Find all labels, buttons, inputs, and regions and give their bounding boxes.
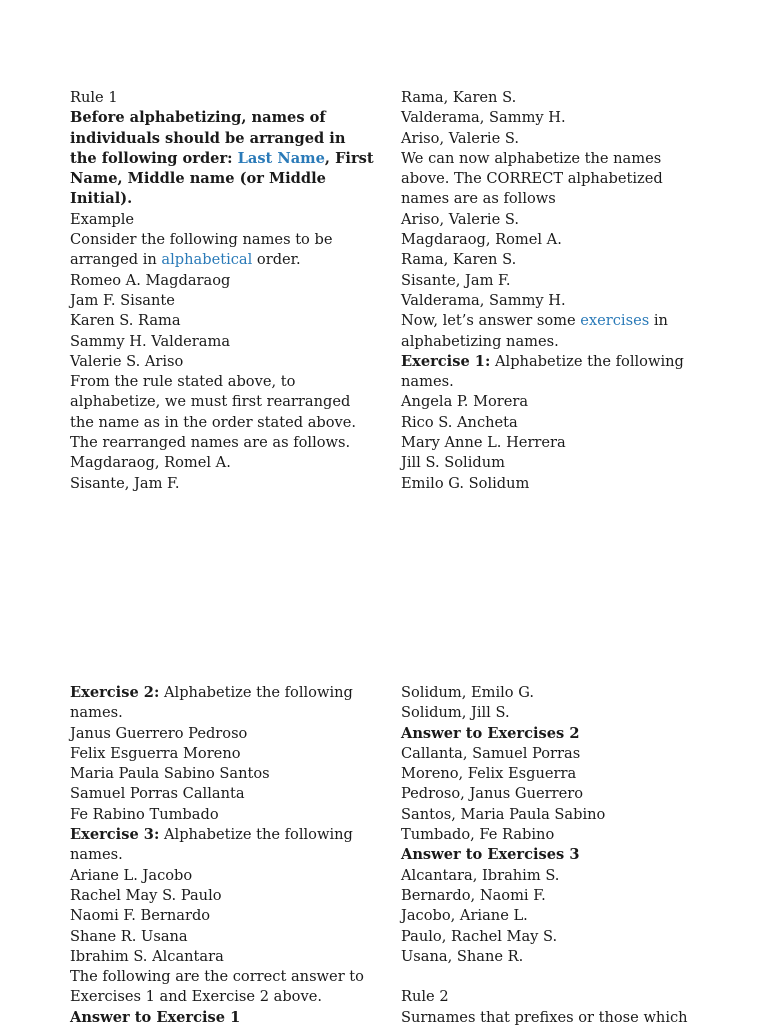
answer-exercise-3-heading: Answer to Exercises 3	[401, 846, 580, 864]
exercise-3-instruction: Alphabetize the following	[159, 826, 353, 844]
spacer	[401, 967, 701, 987]
paragraph-line: The rearranged names are as follows.	[70, 434, 351, 452]
list-item: Naomi F. Bernardo	[70, 907, 211, 925]
example-text-line-1: Consider the following names to be	[70, 231, 333, 249]
exercises-link[interactable]: exercises	[580, 312, 650, 330]
exercise-2-heading	[70, 683, 370, 703]
bottom-right-column	[401, 683, 701, 1028]
list-item: Santos, Maria Paula Sabino	[401, 805, 606, 823]
paragraph-line: Exercises 1 and Exercise 2 above.	[70, 988, 322, 1006]
paragraph-line-b: in	[649, 312, 668, 330]
list-item: Sammy H. Valderama	[70, 332, 231, 350]
exercise-3-label: Exercise 3:	[70, 826, 160, 844]
list-item: Janus Guerrero Pedroso	[70, 724, 248, 742]
list-item: Solidum, Emilo G.	[401, 684, 535, 701]
example-text-line-2a: arranged in	[70, 251, 162, 269]
paragraph-line: names are as follows	[401, 190, 556, 208]
list-item: Karen S. Rama	[70, 312, 181, 330]
list-item: Alcantara, Ibrahim S.	[401, 866, 560, 884]
list-item: Magdaraog, Romel A.	[70, 454, 231, 472]
paragraph-line	[401, 311, 701, 331]
list-item: Valerie S. Ariso	[70, 352, 184, 370]
paragraph-line: names.	[70, 846, 123, 864]
list-item: Sisante, Jam F.	[401, 271, 511, 289]
paragraph-line: The following are the correct answer to	[70, 968, 364, 986]
alphabetical-link[interactable]: alphabetical	[161, 251, 253, 269]
paragraph-line: We can now alphabetize the names	[401, 149, 662, 167]
rule-1-text-line-3a: the following order:	[70, 149, 238, 167]
list-item: Moreno, Felix Esguerra	[401, 765, 577, 783]
rule-1-text-line-4: Name, Middle name (or Middle	[70, 170, 326, 188]
list-item: Pedroso, Janus Guerrero	[401, 785, 583, 803]
list-item: Angela P. Morera	[401, 393, 529, 411]
rule-1-text-line-2: individuals should be arranged in	[70, 129, 346, 147]
rule-1-text-line-5: Initial).	[70, 190, 133, 208]
paragraph-line-a: Now, let’s answer some	[401, 312, 581, 330]
list-item: Mary Anne L. Herrera	[401, 434, 566, 452]
example-heading: Example	[70, 210, 135, 228]
paragraph-line: the name as in the order stated above.	[70, 413, 357, 431]
list-item: Jacobo, Ariane L.	[401, 907, 528, 925]
list-item: Ariso, Valerie S.	[401, 129, 519, 147]
rule-1-text-line-3b: , First	[324, 149, 374, 167]
paragraph-line: names.	[401, 373, 454, 391]
top-right-column	[401, 88, 701, 494]
list-item: Tumbado, Fe Rabino	[401, 826, 555, 844]
example-text-line-2b: order.	[252, 251, 301, 269]
paragraph-line: alphabetizing names.	[401, 332, 559, 350]
list-item: Usana, Shane R.	[401, 947, 524, 965]
list-item: Jam F. Sisante	[70, 291, 175, 309]
example-text-line-2	[70, 250, 370, 270]
exercise-2-label: Exercise 2:	[70, 684, 160, 701]
rule-2-text-line-1: Surnames that prefixes or those which	[401, 1008, 688, 1026]
list-item: Fe Rabino Tumbado	[70, 805, 219, 823]
rule-1-text-line-1: Before alphabetizing, names of	[70, 109, 326, 127]
list-item: Valderama, Sammy H.	[401, 291, 566, 309]
bottom-left-column	[70, 683, 370, 1028]
paragraph-line: above. The CORRECT alphabetized	[401, 170, 663, 188]
list-item: Solidum, Jill S.	[401, 704, 510, 722]
exercise-1-label: Exercise 1:	[401, 352, 491, 370]
rule-1-text-line-3	[70, 149, 374, 169]
list-item: Ariso, Valerie S.	[401, 210, 519, 228]
list-item: Magdaraog, Romel A.	[401, 231, 562, 249]
list-item: Paulo, Rachel May S.	[401, 927, 558, 945]
list-item: Emilo G. Solidum	[401, 474, 530, 492]
list-item: Rama, Karen S.	[401, 89, 517, 106]
list-item: Jill S. Solidum	[401, 454, 505, 472]
list-item: Bernardo, Naomi F.	[401, 886, 546, 904]
list-item: Callanta, Samuel Porras	[401, 744, 581, 762]
list-item: Ibrahim S. Alcantara	[70, 947, 224, 965]
list-item: Rama, Karen S.	[401, 251, 517, 269]
exercise-3-heading	[70, 825, 370, 845]
list-item: Felix Esguerra Moreno	[70, 744, 241, 762]
paragraph-line: From the rule stated above, to	[70, 373, 296, 391]
list-item: Samuel Porras Callanta	[70, 785, 245, 803]
last-name-link[interactable]: Last Name	[237, 149, 325, 167]
list-item: Sisante, Jam F.	[70, 474, 180, 492]
list-item: Rico S. Ancheta	[401, 413, 518, 431]
list-item: Valderama, Sammy H.	[401, 109, 566, 127]
exercise-1-instruction: Alphabetize the following	[490, 352, 684, 370]
exercise-2-instruction: Alphabetize the following	[159, 684, 353, 701]
answer-exercise-1-heading: Answer to Exercise 1	[70, 1008, 241, 1026]
list-item: Maria Paula Sabino Santos	[70, 765, 270, 783]
paragraph-line: names.	[70, 704, 123, 722]
rule-2-heading: Rule 2	[401, 988, 449, 1006]
paragraph-line: alphabetize, we must first rearranged	[70, 393, 351, 411]
list-item: Shane R. Usana	[70, 927, 188, 945]
top-left-column	[70, 88, 374, 494]
list-item: Rachel May S. Paulo	[70, 886, 222, 904]
list-item: Ariane L. Jacobo	[70, 866, 193, 884]
exercise-1-heading	[401, 352, 701, 372]
rule-1-heading: Rule 1	[70, 89, 118, 106]
answer-exercise-2-heading: Answer to Exercises 2	[401, 724, 580, 742]
list-item: Romeo A. Magdaraog	[70, 271, 231, 289]
